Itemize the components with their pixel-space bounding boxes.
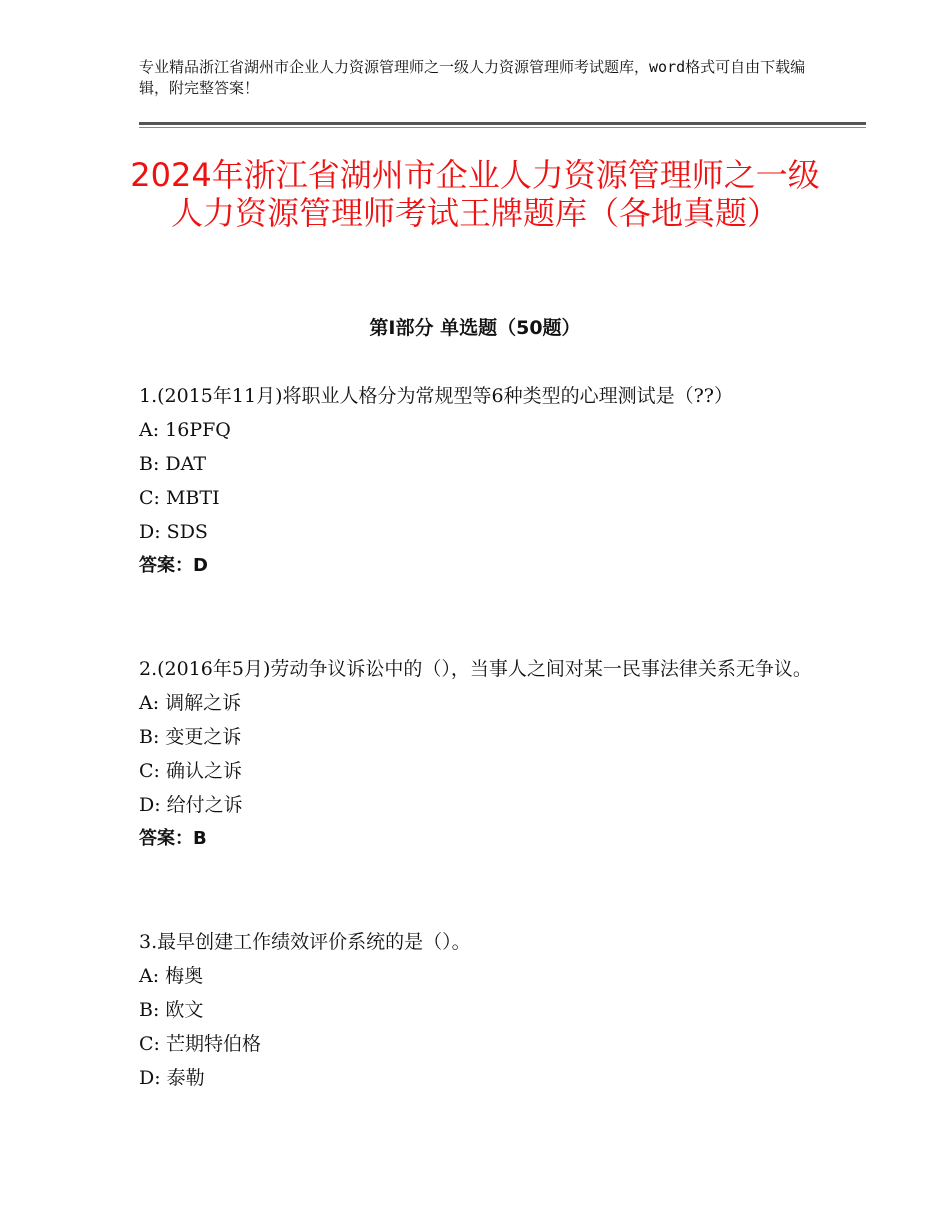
question-text: 3.最早创建工作绩效评价系统的是（）。: [139, 931, 471, 953]
answer: 答案：D: [139, 555, 208, 576]
option-a: A: 16PFQ: [139, 419, 231, 441]
option-a: A: 调解之诉: [139, 692, 242, 714]
answer: 答案：B: [139, 828, 207, 849]
question-2: [139, 652, 819, 856]
option-c: C: MBTI: [139, 487, 220, 509]
option-a: A: 梅奥: [139, 965, 204, 987]
option-c: C: 芒期特伯格: [139, 1033, 261, 1055]
header-divider: [139, 122, 866, 125]
option-b: B: 欧文: [139, 999, 204, 1021]
question-3: [139, 925, 819, 1095]
option-c: C: 确认之诉: [139, 760, 242, 782]
option-d: D: SDS: [139, 521, 208, 543]
document-title: 2024年浙江省湖州市企业人力资源管理师之一级人力资源管理师考试王牌题库（各地真题）: [130, 156, 820, 232]
option-b: B: 变更之诉: [139, 726, 242, 748]
option-b: B: DAT: [139, 453, 206, 475]
section-title: 第Ⅰ部分 单选题（50题）: [369, 317, 581, 339]
question-1: [139, 379, 819, 583]
header-divider-thin: [139, 127, 866, 128]
header-note: 专业精品浙江省湖州市企业人力资源管理师之一级人力资源管理师考试题库，word格式可自由下载编辑，附完整答案！: [139, 58, 806, 97]
question-text: 2.(2016年5月)劳动争议诉讼中的（），当事人之间对某一民事法律关系无争议。: [139, 658, 812, 680]
option-d: D: 给付之诉: [139, 794, 243, 816]
question-text: 1.(2015年11月)将职业人格分为常规型等6种类型的心理测试是（??）: [139, 385, 733, 407]
option-d: D: 泰勒: [139, 1067, 205, 1089]
